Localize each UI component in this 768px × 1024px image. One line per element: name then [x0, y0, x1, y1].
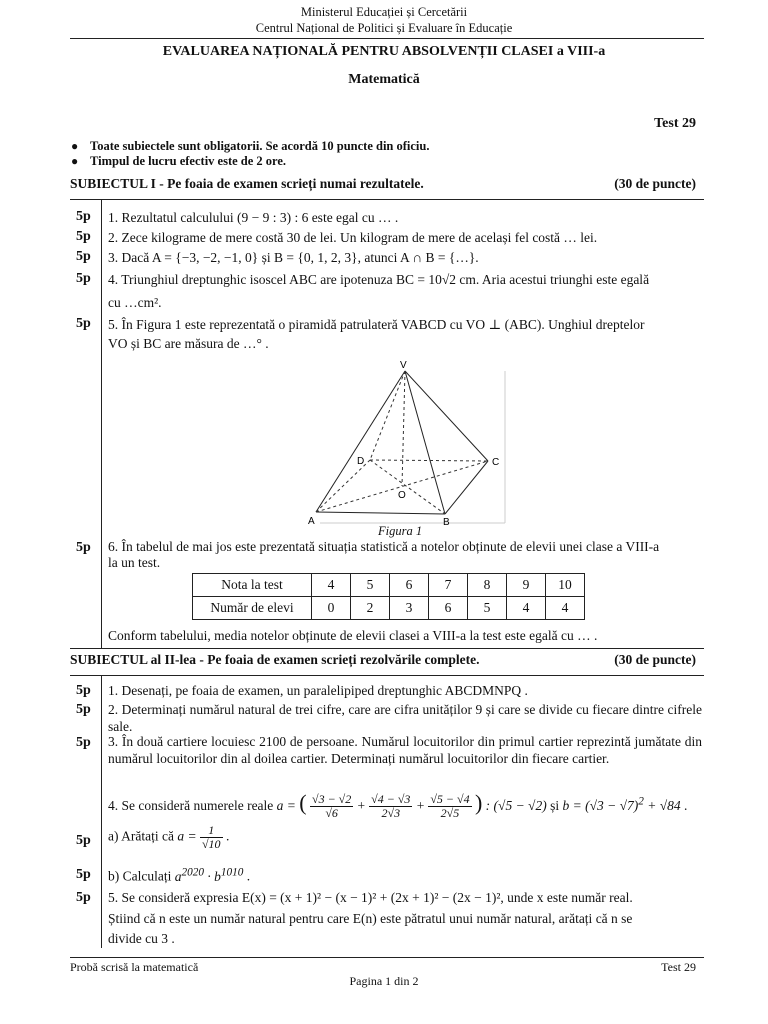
s1-item-4-line1: 4. Triunghiul dreptunghic isoscel ABC are ipotenuza BC = 10√2 cm. Aria acestui triunghi este egală	[108, 272, 650, 287]
item-points: 5p	[76, 316, 91, 331]
item-points: 5p	[76, 540, 91, 555]
s1-item-5-line1: 5. În Figura 1 este reprezentată o piramidă patrulateră VABCD cu VO ⊥ (ABC). Unghiul dreptelor	[108, 317, 645, 332]
a-definition: a = ( $\frac{√3 - √2}{√6}$ + $\frac{√4 - √3}{2√3}$ + $\frac{√5 - √4}{2√5}$ ) : (√5 − √2)	[276, 790, 551, 821]
table-cell: 6	[429, 597, 468, 620]
s2-item-4a: a) Arătați că a = $\frac{1}{√10}$ .	[108, 823, 230, 851]
label-O: O	[398, 490, 406, 501]
center-name: Centrul Național de Politici și Evaluare în Educație	[255, 21, 513, 35]
table-cell: 7	[429, 574, 468, 597]
section1-title: SUBIECTUL I - Pe foaia de examen scrieți numai rezultatele.	[70, 176, 424, 191]
table-row	[193, 574, 585, 597]
item-points: 5p	[76, 735, 91, 750]
table-cell: 10	[546, 574, 585, 597]
item-points: 5p	[76, 683, 91, 698]
item-points: 5p	[76, 209, 91, 224]
rule-2: Timpul de lucru efectiv este de 2 ore.	[90, 154, 287, 168]
section2-top-divider	[70, 648, 704, 649]
rule-bullet-icon: ●	[71, 139, 79, 153]
table-cell: 3	[390, 597, 429, 620]
exam-title: EVALUAREA NAȚIONALĂ PENTRU ABSOLVENȚII CLASEI a VIII-a	[162, 44, 606, 59]
footer-left: Probă scrisă la matematică	[70, 960, 199, 974]
table-header-cell: Număr de elevi	[193, 597, 312, 620]
item4b-text: b) Calculați	[108, 868, 172, 884]
item4a-text: a) Arătați că	[108, 828, 174, 844]
item-points: 5p	[76, 867, 91, 882]
test-label: Test 29	[654, 116, 696, 131]
s1-item-6-line1: 6. În tabelul de mai jos este prezentată situația statistică a notelor obținute de elevii unei clase a VIII-a	[108, 539, 660, 554]
s1-item-5-line2: VO și BC are măsura de …° .	[108, 336, 269, 351]
section1-points: (30 de puncte)	[614, 176, 696, 191]
s1-item-1: 1. Rezultatul calculului (9 − 9 : 3) : 6 este egal cu … .	[108, 210, 399, 225]
s2-item-5-line2: Știind că n este un număr natural pentru care E(n) este pătratul unui număr natural, arătați că n se	[108, 911, 633, 926]
label-C: C	[492, 457, 500, 468]
s2-item-3: 3. În două cartiere locuiesc 2100 de persoane. Numărul locuitorilor din primul cartier reprezintă jumătate din numărul locuitorilor din al doilea cartier. Determinați numărul locuitorilor din fiecare cartier.	[108, 734, 702, 766]
footer-divider	[70, 957, 704, 958]
table-cell: 5	[351, 574, 390, 597]
label-V: V	[400, 360, 407, 371]
ministry-name: Ministerul Educației și Cercetării	[300, 5, 468, 19]
table-cell: 5	[468, 597, 507, 620]
table-cell: 4	[507, 597, 546, 620]
section2-points: (30 de puncte)	[614, 652, 696, 667]
rule-1: Toate subiectele sunt obligatorii. Se acordă 10 puncte din oficiu.	[90, 139, 430, 153]
table-header-cell: Nota la test	[193, 574, 312, 597]
s1-item-4-line2: cu …cm².	[108, 295, 162, 310]
table-row	[193, 597, 585, 620]
section2-divider	[70, 675, 704, 676]
s1-item-3: 3. Dacă A = {−3, −2, −1, 0} și B = {0, 1, 2, 3}, atunci A ∩ B = {…}.	[108, 250, 479, 265]
table-cell: 4	[546, 597, 585, 620]
table-cell: 8	[468, 574, 507, 597]
item-points: 5p	[76, 249, 91, 264]
label-A: A	[308, 516, 315, 527]
s2-item-1: 1. Desenați, pe foaia de examen, un paralelipiped dreptunghic ABCDMNPQ .	[108, 683, 528, 698]
table-note: Conform tabelului, media notelor obținute de elevii clasei a VIII-a la test este egală cu … .	[108, 628, 598, 643]
item-points: 5p	[76, 890, 91, 905]
footer-right: Test 29	[661, 960, 696, 974]
figure-caption: Figura 1	[378, 524, 423, 538]
table-cell: 6	[390, 574, 429, 597]
item-points: 5p	[76, 229, 91, 244]
s1-item-6-line2: la un test.	[108, 555, 161, 570]
label-B: B	[443, 517, 450, 528]
s2-item-4-intro: 4. Se consideră numerele reale a = ( $\frac{√3 - √2}{√6}$ + $\frac{√4 - √3}{2√3}$ + $\frac{√5 - √4}{2√5}$ ) : (√5 − √2) și $b = (√3 - √7)^2 + √84$ .	[108, 790, 688, 821]
section1-margin-line	[101, 199, 102, 648]
table-cell: 9	[507, 574, 546, 597]
table-cell: 4	[312, 574, 351, 597]
page-number: Pagina 1 din 2	[349, 974, 419, 988]
item-points: 5p	[76, 833, 91, 848]
header-divider	[70, 38, 704, 39]
pyramid-figure	[300, 357, 510, 529]
subject-title: Matematică	[348, 72, 420, 87]
label-D: D	[357, 456, 365, 467]
rule-bullet-icon: ●	[71, 154, 79, 168]
b-definition: $b = (√3 - √7)^2 + √84$	[562, 795, 681, 813]
s2-item-4b: b) Calculați $a^{2020} \cdot b^{1010}$ .	[108, 866, 251, 884]
item-points: 5p	[76, 702, 91, 717]
s2-item-2: 2. Determinați numărul natural de trei cifre, care are cifra unităților 9 și care se divide cu fiecare dintre cifrele sale.	[108, 702, 702, 734]
section2-title: SUBIECTUL al II-lea - Pe foaia de examen scrieți rezolvările complete.	[70, 652, 480, 667]
table-cell: 0	[312, 597, 351, 620]
s2-item-5-line1: 5. Se consideră expresia E(x) = (x + 1)² − (x − 1)² + (2x + 1)² − (2x − 1)², unde x este număr real.	[108, 890, 633, 905]
s2-item-5-line3: divide cu 3 .	[108, 931, 175, 946]
s1-item-2: 2. Zece kilograme de mere costă 30 de lei. Un kilogram de mere de același fel costă … lei.	[108, 230, 598, 245]
grades-table	[192, 573, 585, 620]
table-cell: 2	[351, 597, 390, 620]
item4-intro-text: 4. Se consideră numerele reale	[108, 798, 274, 813]
section1-divider	[70, 199, 704, 200]
section2-margin-line	[101, 675, 102, 948]
item-points: 5p	[76, 271, 91, 286]
